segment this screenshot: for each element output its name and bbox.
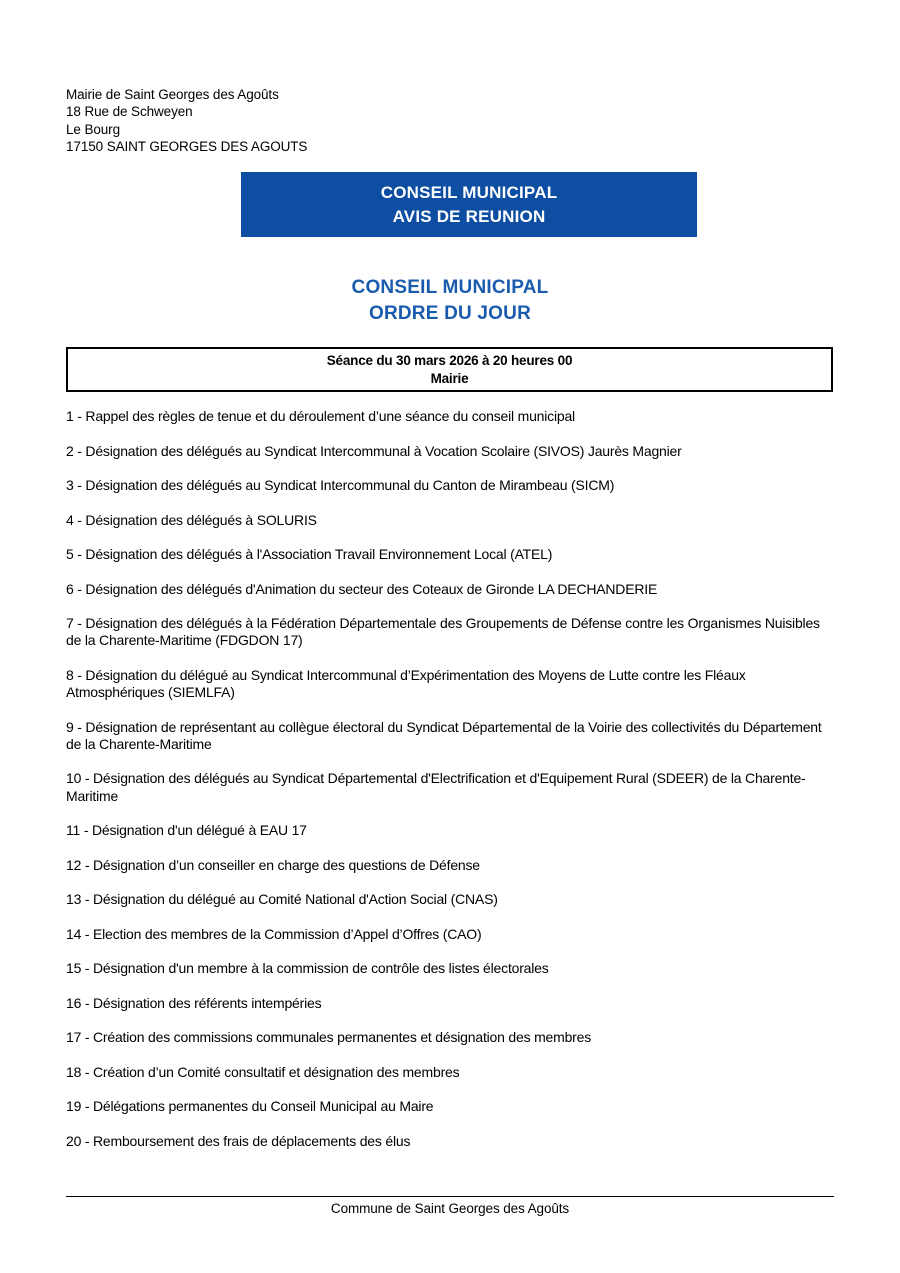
agenda-item: 19 - Délégations permanentes du Conseil Municipal au Maire — [66, 1098, 434, 1114]
sender-address-block — [66, 86, 307, 155]
agenda-item: 4 - Désignation des délégués à SOLURIS — [66, 511, 317, 528]
agenda-item: 10 - Désignation des délégués au Syndicat Départemental d'Electrification et d'Equipement Rural (SDEER) de la Charente-Maritime — [66, 770, 806, 804]
agenda-item: 14 - Election des membres de la Commission d’Appel d’Offres (CAO) — [66, 925, 482, 942]
banner-subtitle-line: AVIS DE REUNION — [392, 206, 546, 226]
agenda-item: 11 - Désignation d'un délégué à EAU 17 — [66, 822, 307, 838]
footer-commune-name: Commune de Saint Georges des Agoûts — [330, 1201, 570, 1216]
agenda-item: 2 - Désignation des délégués au Syndicat Intercommunal à Vocation Scolaire (SIVOS) Jaurès Magnier — [66, 442, 682, 459]
session-location: Mairie — [430, 371, 469, 386]
agenda-item: 6 - Désignation des délégués d'Animation du secteur des Coteaux de Gironde LA DECHANDERIE — [66, 580, 658, 597]
banner-title-line: CONSEIL MUNICIPAL — [380, 182, 558, 202]
agenda-item: 17 - Création des commissions communales permanentes et désignation des membres — [66, 1029, 592, 1045]
agenda-item: 18 - Création d’un Comité consultatif et désignation des membres — [66, 1063, 460, 1080]
heading-subtitle-line: ORDRE DU JOUR — [368, 303, 531, 324]
agenda-item: 7 - Désignation des délégués à la Fédération Départementale des Groupements de Défense contre les Organismes Nuisibles de la Charente-Maritime (FDGDON 17) — [66, 615, 820, 649]
session-datetime: Séance du 30 mars 2026 à 20 heures 00 — [326, 353, 573, 368]
agenda-item: 12 - Désignation d’un conseiller en charge des questions de Défense — [66, 856, 480, 873]
agenda-item: 9 - Désignation de représentant au collègue électoral du Syndicat Départemental de la Voirie des collectivités du Département de la Charente-Maritime — [66, 718, 822, 752]
agenda-heading — [0, 275, 900, 327]
agenda-list — [66, 408, 836, 1167]
agenda-item: 5 - Désignation des délégués à l'Association Travail Environnement Local (ATEL) — [66, 546, 553, 562]
agenda-item: 1 - Rappel des règles de tenue et du déroulement d’une séance du conseil municipal — [66, 408, 575, 424]
address-line: Le Bourg — [66, 121, 120, 137]
agenda-item: 16 - Désignation des référents intempéries — [66, 994, 322, 1011]
agenda-item: 3 - Désignation des délégués au Syndicat Intercommunal du Canton de Mirambeau (SICM) — [66, 477, 615, 493]
heading-title-line: CONSEIL MUNICIPAL — [351, 277, 549, 298]
agenda-item: 15 - Désignation d'un membre à la commission de contrôle des listes électorales — [66, 960, 549, 976]
session-info-box — [66, 347, 833, 392]
address-line: 17150 SAINT GEORGES DES AGOUTS — [66, 138, 308, 154]
address-line: Mairie de Saint Georges des Agoûts — [66, 87, 279, 102]
agenda-item: 20 - Remboursement des frais de déplacements des élus — [66, 1132, 411, 1149]
meeting-notice-banner — [241, 172, 697, 237]
address-line: 18 Rue de Schweyen — [66, 104, 193, 120]
agenda-item: 13 - Désignation du délégué au Comité National d'Action Social (CNAS) — [66, 891, 498, 907]
page-footer — [66, 1196, 834, 1217]
agenda-item: 8 - Désignation du délégué au Syndicat Intercommunal d’Expérimentation des Moyens de Lutte contre les Fléaux Atmosphériques (SIEMLFA) — [66, 666, 746, 700]
